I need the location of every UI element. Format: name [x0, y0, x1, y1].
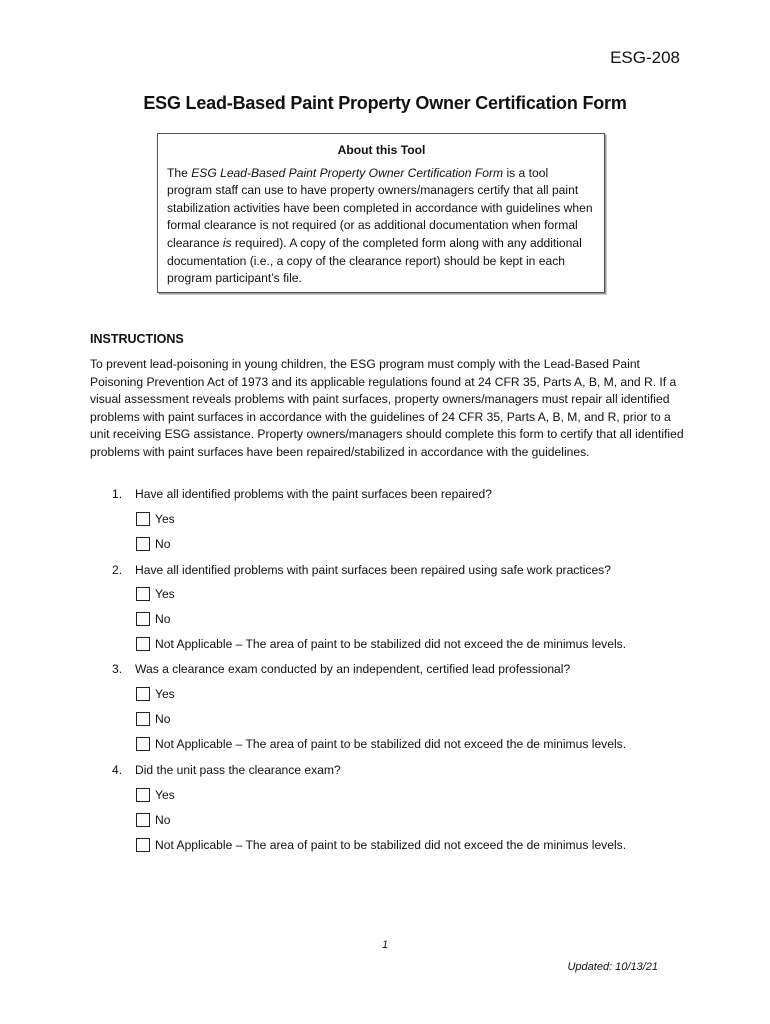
checkbox[interactable] [136, 537, 150, 551]
instructions-paragraph: To prevent lead-poisoning in young children, the ESG program must comply with the Lead-Based Paint Poisoning Prevention Act of 1973 and its applicable regulations found at 24 CFR 35, Parts A, B, M, and R. If a visual assessment reveals problems with paint surfaces, property owners/managers must repair all identified problems with paint surfaces in accordance with the guidelines of 24 CFR 35, Parts A, B, M, and R, prior to a unit receiving ESG assistance. Property owners/managers should complete this form to certify that all identified problems with paint surfaces have been repaired/stabilized in accordance with the guidelines. [90, 357, 684, 459]
page-title: ESG Lead-Based Paint Property Owner Certification Form [143, 93, 627, 113]
about-heading: About this Tool [337, 143, 426, 157]
checkbox[interactable] [136, 612, 150, 626]
checkbox[interactable] [136, 788, 150, 802]
page-number: 1 [381, 939, 389, 951]
question-number: 4. [112, 763, 123, 777]
question-number: 2. [112, 563, 123, 577]
question-text: Have all identified problems with paint surfaces been repaired using safe work practices? [135, 563, 611, 577]
instructions-heading: INSTRUCTIONS [90, 332, 184, 346]
option-label: Yes [155, 587, 175, 601]
checkbox[interactable] [136, 687, 150, 701]
option-label: Not Applicable – The area of paint to be stabilized did not exceed the de minimus levels. [155, 838, 627, 852]
checkbox[interactable] [136, 813, 150, 827]
question-text: Was a clearance exam conducted by an independent, certified lead professional? [135, 662, 571, 676]
question-text: Have all identified problems with the paint surfaces been repaired? [135, 487, 492, 501]
question-number: 3. [112, 662, 123, 676]
about-form-name: ESG Lead-Based Paint Property Owner Certification Form [191, 165, 504, 180]
question-text: Did the unit pass the clearance exam? [135, 763, 341, 777]
about-text [167, 165, 596, 288]
checkbox[interactable] [136, 512, 150, 526]
about-emphasis: is [222, 235, 232, 250]
option-label: No [155, 537, 171, 551]
checkbox[interactable] [136, 838, 150, 852]
about-mid: is a tool program staff can use to have property owners/managers certify that all paint stabilization activities have been completed in accordance with guidelines when formal clearance is not required (or as additional documentation when formal clearance [167, 165, 593, 250]
option-label: Not Applicable – The area of paint to be stabilized did not exceed the de minimus levels. [155, 737, 627, 751]
about-pre: The [167, 165, 192, 180]
question-number: 1. [112, 487, 123, 501]
form-id: ESG-208 [610, 48, 680, 67]
checkbox[interactable] [136, 712, 150, 726]
about-post: required). A copy of the completed form along with any additional documentation (i.e., a copy of the clearance report) should be kept in each program participant’s file. [167, 235, 582, 286]
about-tool-box [157, 133, 605, 293]
option-label: No [155, 712, 171, 726]
checkbox[interactable] [136, 587, 150, 601]
updated-date: Updated: 10/13/21 [567, 961, 658, 973]
option-label: Not Applicable – The area of paint to be stabilized did not exceed the de minimus levels. [155, 637, 627, 651]
checkbox[interactable] [136, 737, 150, 751]
option-label: No [155, 813, 171, 827]
checkbox[interactable] [136, 637, 150, 651]
option-label: Yes [155, 788, 175, 802]
option-label: Yes [155, 512, 175, 526]
option-label: Yes [155, 687, 175, 701]
option-label: No [155, 612, 171, 626]
